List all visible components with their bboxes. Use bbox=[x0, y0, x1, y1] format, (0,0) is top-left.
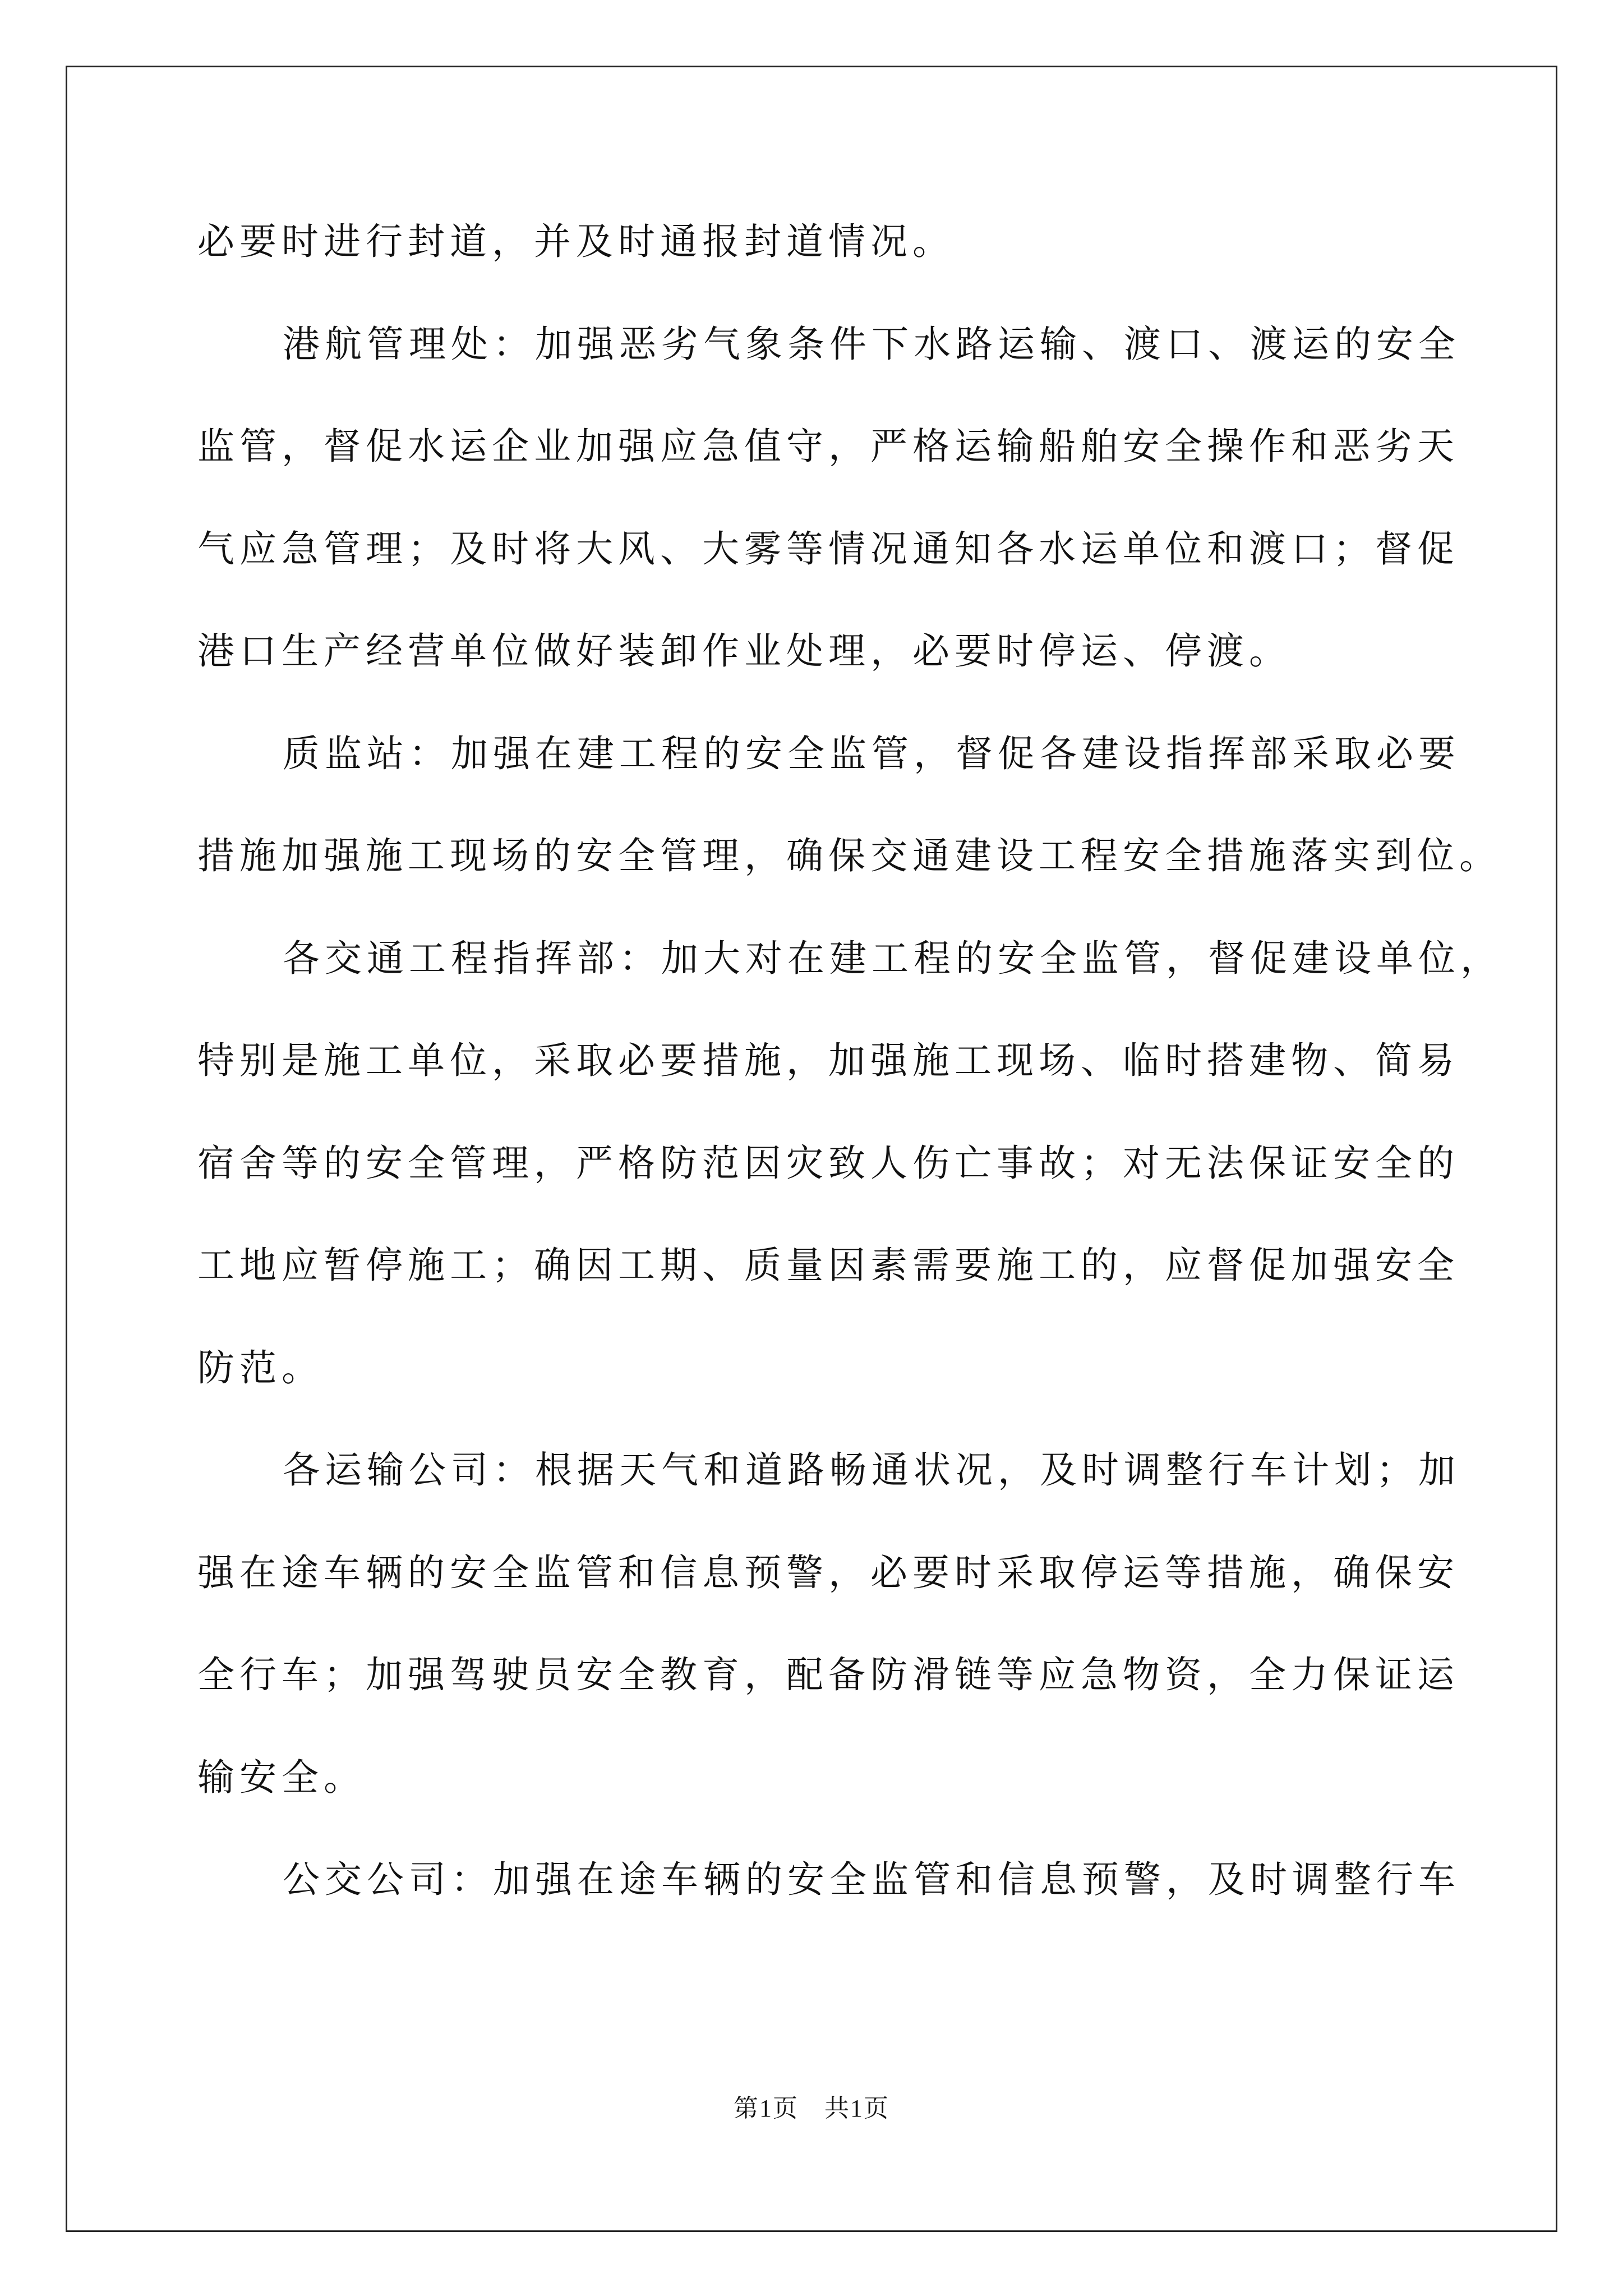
text-line: 防范。 bbox=[197, 1346, 324, 1389]
text-line: 监管，督促水运企业加强应急值守，严格运输船舶安全操作和恶劣天 bbox=[197, 425, 1459, 468]
text-line: 气应急管理；及时将大风、大雾等情况通知各水运单位和渡口；督促 bbox=[197, 527, 1459, 570]
text-line: 工地应暂停施工；确因工期、质量因素需要施工的，应督促加强安全 bbox=[197, 1244, 1459, 1287]
document-body bbox=[197, 191, 1502, 1931]
text-line: 各交通工程指挥部：加大对在建工程的安全监管，督促建设单位， bbox=[283, 936, 1502, 980]
text-line: 港航管理处：加强恶劣气象条件下水路运输、渡口、渡运的安全 bbox=[283, 322, 1460, 366]
page-footer: 第1页 共1页 bbox=[734, 2095, 889, 2122]
text-line: 全行车；加强驾驶员安全教育，配备防滑链等应急物资，全力保证运 bbox=[197, 1653, 1459, 1696]
text-line: 输安全。 bbox=[197, 1755, 366, 1799]
text-line: 强在途车辆的安全监管和信息预警，必要时采取停运等措施，确保安 bbox=[197, 1550, 1459, 1594]
text-line: 质监站：加强在建工程的安全监管，督促各建设指挥部采取必要 bbox=[283, 731, 1460, 775]
text-line: 措施加强施工现场的安全管理，确保交通建设工程安全措施落实到位。 bbox=[197, 834, 1501, 877]
text-line: 宿舍等的安全管理，严格防范因灾致人伤亡事故；对无法保证安全的 bbox=[197, 1141, 1459, 1185]
text-line: 港口生产经营单位做好装卸作业处理，必要时停运、停渡。 bbox=[197, 629, 1291, 673]
text-line: 必要时进行封道，并及时通报封道情况。 bbox=[197, 220, 955, 263]
text-line: 公交公司：加强在途车辆的安全监管和信息预警，及时调整行车 bbox=[283, 1858, 1460, 1901]
text-line: 各运输公司：根据天气和道路畅通状况，及时调整行车计划；加 bbox=[283, 1448, 1460, 1492]
text-line: 特别是施工单位，采取必要措施，加强施工现场、临时搭建物、简易 bbox=[197, 1039, 1459, 1082]
